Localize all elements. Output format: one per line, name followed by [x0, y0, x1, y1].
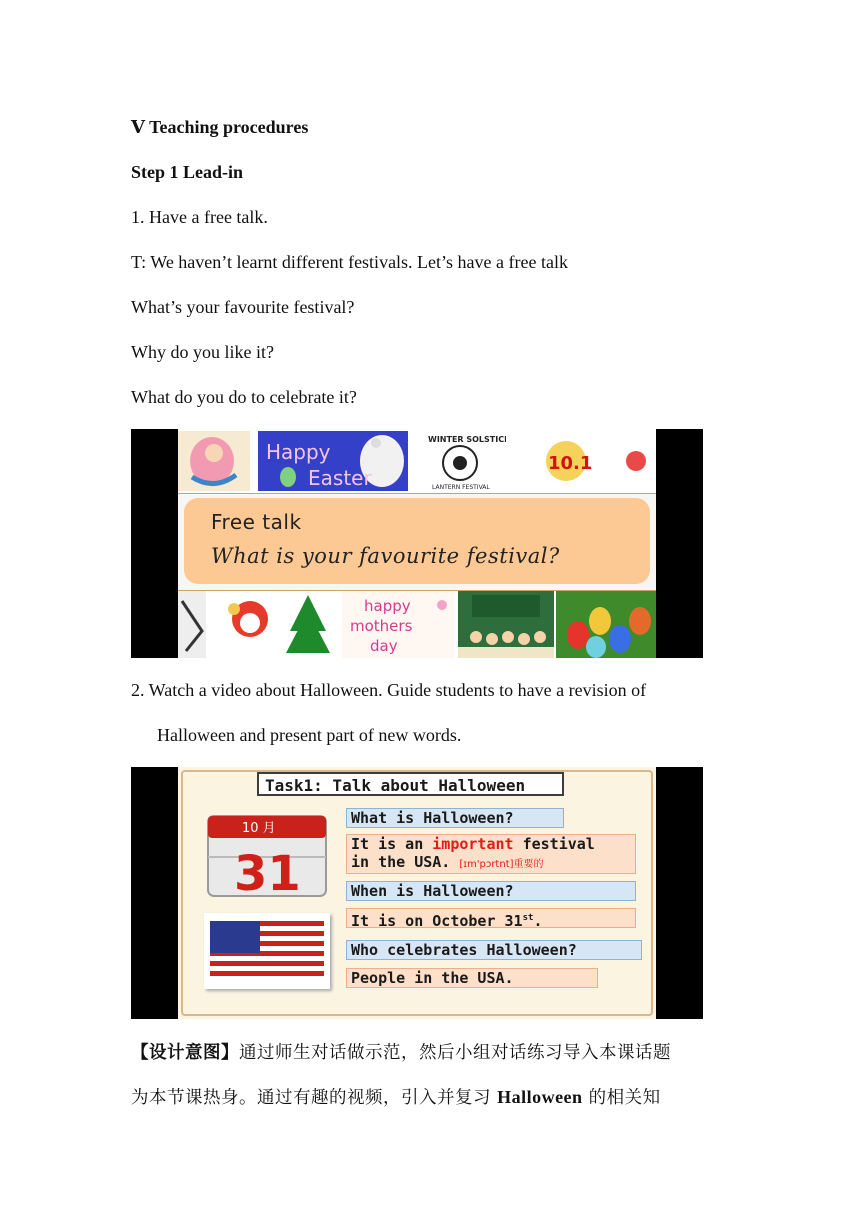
free-talk-banner — [184, 498, 650, 584]
slide-title: Task1: Talk about Halloween — [257, 772, 564, 796]
question-when-box: When is Halloween? — [346, 881, 636, 901]
slide-canvas — [178, 429, 656, 658]
section-heading: Ⅴ Teaching procedures — [131, 117, 309, 137]
answer-what-highlight: important — [432, 835, 514, 853]
festival-picture-mothers-day — [342, 591, 454, 658]
free-talk-slide — [131, 429, 703, 658]
lantern-text: LANTERN FESTIVAL — [432, 484, 490, 491]
mothers-text-3: day — [370, 637, 398, 655]
festival-picture-christmas — [208, 591, 338, 658]
answer-what-line2: in the USA. — [351, 853, 451, 871]
question-2: Why do you like it? — [131, 342, 274, 362]
festival-picture-national-day — [514, 431, 616, 491]
calendar-icon — [204, 812, 330, 900]
slide-banner-frame — [178, 493, 656, 591]
easter-text-2: Easter — [308, 466, 372, 490]
festival-picture-fairy — [178, 431, 250, 491]
answer-what-box — [346, 834, 636, 874]
answer-what-post: festival — [513, 835, 595, 853]
list-item-2-line-1: 2. Watch a video about Halloween. Guide students to have a revision of — [131, 680, 647, 700]
easter-text-1: Happy — [266, 440, 331, 464]
design-intent-keyword: Halloween — [497, 1087, 583, 1107]
question-1: What’s your favourite festival? — [131, 297, 355, 317]
teacher-line: T: We haven’t learnt different festivals. Let’s have a free talk — [131, 252, 568, 272]
question-what-box: What is Halloween? — [346, 808, 564, 828]
answer-who-box: People in the USA. — [346, 968, 598, 988]
halloween-task-slide — [131, 767, 703, 1019]
mothers-text-2: mothers — [350, 617, 413, 635]
answer-when-end: . — [533, 912, 543, 930]
list-item-1: 1. Have a free talk. — [131, 207, 268, 227]
design-intent-line-1 — [131, 1041, 671, 1065]
step-heading: Step 1 Lead-in — [131, 162, 244, 182]
festival-picture-lantern — [622, 431, 656, 491]
festival-picture-easter-eggs — [556, 591, 656, 658]
banner-line-2: What is your favourite festival? — [211, 544, 560, 568]
slide-canvas — [178, 767, 656, 1019]
festival-picture-easter — [258, 431, 408, 491]
answer-when-sup: st — [522, 913, 534, 923]
question-3: What do you do to celebrate it? — [131, 387, 357, 407]
design-intent-text-2b: 的相关知 — [582, 1088, 661, 1108]
list-item-2-line-2: Halloween and present part of new words. — [157, 725, 462, 745]
banner-line-1: Free talk — [211, 510, 302, 534]
us-flag-icon — [204, 913, 330, 989]
national-day-text: 10.1 — [548, 453, 593, 474]
design-intent-label: 【设计意图】 — [131, 1043, 239, 1063]
answer-what-pre: It is an — [351, 835, 433, 853]
design-intent-text-1: 通过师生对话做示范，然后小组对话练习导入本课话题 — [239, 1043, 671, 1063]
mothers-text-1: happy — [364, 597, 411, 615]
solstice-text: WINTER SOLSTICE — [428, 435, 506, 444]
calendar-day: 31 — [234, 846, 301, 900]
answer-when-text: It is on October 31 — [351, 912, 523, 930]
question-who-box: Who celebrates Halloween? — [346, 940, 642, 960]
calendar-month: 10 月 — [242, 821, 276, 836]
phonetic-note: [ɪm'pɔrtnt]重要的 — [459, 859, 544, 870]
festival-picture-teachers-day — [458, 591, 554, 658]
festival-picture-partial — [178, 591, 206, 658]
design-intent-line-2 — [131, 1085, 661, 1110]
festival-picture-solstice — [414, 431, 506, 491]
answer-when-box — [346, 908, 636, 928]
design-intent-text-2a: 为本节课热身。通过有趣的视频，引入并复习 — [131, 1088, 498, 1108]
